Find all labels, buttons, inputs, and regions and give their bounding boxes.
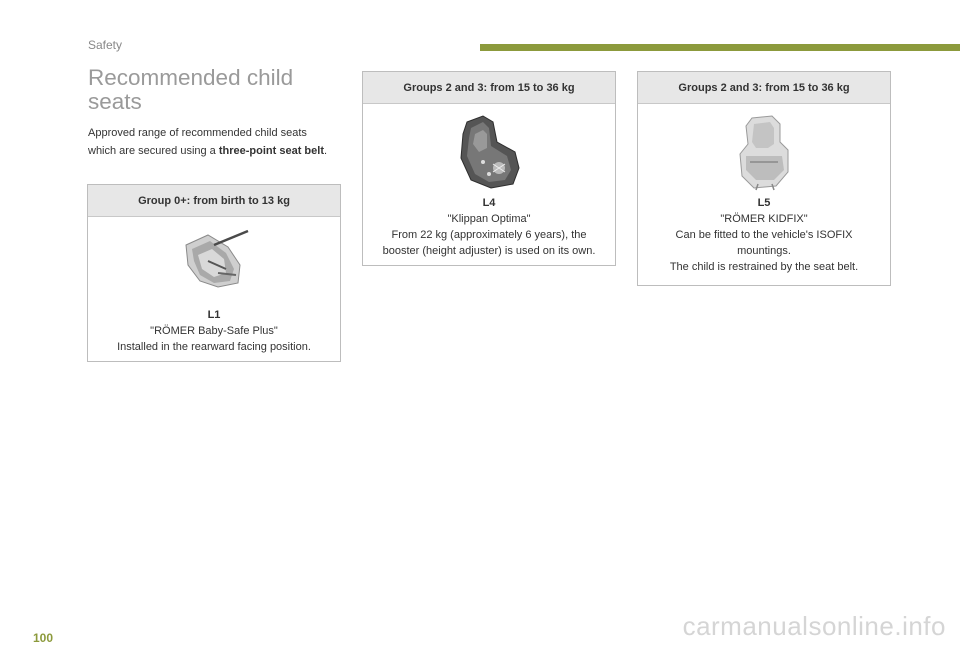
baby-carrier-seat-image <box>88 225 340 293</box>
card-header: Groups 2 and 3: from 15 to 36 kg <box>363 72 615 104</box>
card-description <box>638 195 890 275</box>
seat-name: "Klippan Optima" <box>447 213 531 225</box>
seat-detail-line: mountings. <box>737 245 791 257</box>
page-title-line2: seats <box>88 89 142 114</box>
child-seat-card-l1 <box>87 184 341 362</box>
seat-code: L1 <box>207 309 221 321</box>
page-title-line1: Recommended child <box>88 65 294 90</box>
booster-seat-light-image <box>638 112 890 192</box>
card-header: Group 0+: from birth to 13 kg <box>88 185 340 217</box>
section-label: Safety <box>88 38 123 52</box>
seat-detail-line: The child is restrained by the seat belt. <box>669 261 859 273</box>
card-description <box>88 307 340 355</box>
seat-code: L5 <box>757 197 771 209</box>
seat-detail-line: From 22 kg (approximately 6 years), the <box>391 229 587 241</box>
intro-bold: three-point seat belt <box>218 145 324 157</box>
intro-paragraph <box>88 124 338 160</box>
seat-name: "RÖMER Baby-Safe Plus" <box>150 325 278 337</box>
seat-detail-line: booster (height adjuster) is used on its own. <box>382 245 596 257</box>
seat-code: L4 <box>482 197 496 209</box>
seat-detail-line: Can be fitted to the vehicle's ISOFIX <box>675 229 853 241</box>
intro-end: . <box>323 145 328 157</box>
page-title <box>88 66 293 114</box>
card-description <box>363 195 615 259</box>
page-number: 100 <box>33 631 54 645</box>
card-header: Groups 2 and 3: from 15 to 36 kg <box>638 72 890 104</box>
child-seat-card-l5 <box>637 71 891 286</box>
section-bar <box>480 44 960 51</box>
watermark: carmanualsonline.info <box>682 611 946 641</box>
child-seat-card-l4 <box>362 71 616 266</box>
seat-name: "RÖMER KIDFIX" <box>720 213 808 225</box>
booster-seat-dark-image <box>363 112 615 192</box>
seat-detail-line: Installed in the rearward facing position. <box>117 341 311 353</box>
intro-text: Approved range of recommended child seats which are secured using a <box>88 127 307 157</box>
